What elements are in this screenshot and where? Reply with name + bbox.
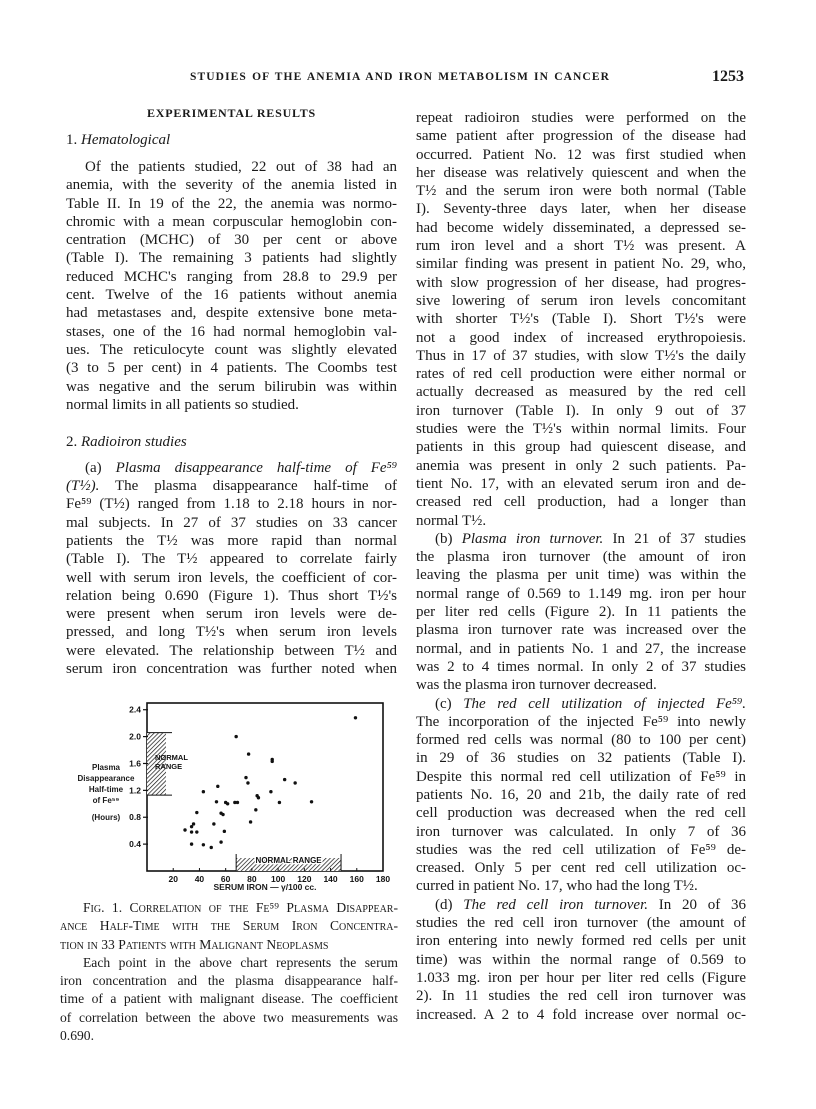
caption-body-line: of correlation between the above two measurements was bbox=[60, 1009, 398, 1025]
x-axis-label: SERUM IRON — γ/100 cc. bbox=[213, 882, 317, 892]
text-line: with slow progression of her disease, had progres- bbox=[416, 274, 746, 291]
data-point bbox=[236, 801, 239, 804]
text-line: cent. Twelve of the 16 patients without anemia bbox=[66, 287, 397, 304]
x-tick-label: 20 bbox=[168, 874, 178, 884]
text-line: anemia was present in only 2 such patients. Pa- bbox=[416, 457, 746, 474]
data-point bbox=[226, 802, 229, 805]
data-point bbox=[246, 781, 249, 784]
data-point bbox=[210, 846, 213, 849]
italic-text: The red cell iron turnover. bbox=[463, 896, 649, 913]
text-line: chromic with a mean corpuscular hemoglobin con- bbox=[66, 213, 397, 230]
x-tick-label: 100 bbox=[271, 874, 286, 884]
x-tick-label: 60 bbox=[220, 874, 231, 884]
text-line: studies were the T½'s within normal limits. Four bbox=[416, 421, 746, 438]
text-line: the plasma iron turnover (the amount of iron bbox=[416, 549, 746, 566]
x-tick-label: 160 bbox=[349, 874, 364, 884]
y-axis-label-line: Plasma bbox=[91, 763, 121, 772]
data-point bbox=[221, 813, 224, 816]
italic-text: Radioiron studies bbox=[81, 433, 187, 450]
text-line: studies was the red cell utilization of Fe⁵⁹ de- bbox=[416, 841, 746, 858]
x-tick-label: 120 bbox=[297, 874, 312, 884]
data-point bbox=[190, 830, 193, 833]
text-span: In 21 of 37 studies bbox=[603, 530, 746, 547]
text-line: occurred. Patient No. 12 was first studied when bbox=[416, 146, 746, 163]
text-line: (Table I). The remaining 3 patients had slightly bbox=[66, 250, 397, 267]
text-span: (b) bbox=[435, 530, 462, 547]
text-line: patients the T½ was more rapid than normal bbox=[66, 532, 397, 549]
text-line: increased. A 2 to 4 fold increase over normal oc- bbox=[416, 1006, 746, 1023]
text-line: ues. The reticulocyte count was slightly elevated bbox=[66, 341, 397, 358]
text-line: normal range of 0.569 to 1.149 mg. iron per hour bbox=[416, 585, 746, 602]
text-span: (c) bbox=[435, 695, 464, 712]
text-line: Thus in 17 of 37 studies, with slow T½'s the daily bbox=[416, 347, 746, 364]
text-line: actually decreased as measured by the red cell bbox=[416, 384, 746, 401]
section-title: EXPERIMENTAL RESULTS bbox=[146, 106, 317, 120]
text-line: leaving the plasma per unit time) was within the bbox=[416, 567, 746, 584]
data-point bbox=[278, 801, 281, 804]
text-line: was negative and the serum bilirubin was within bbox=[66, 378, 397, 395]
text-line: sive lowering of serum iron levels concomitant bbox=[416, 292, 746, 309]
data-point bbox=[202, 790, 205, 793]
text-span: 1. bbox=[66, 131, 81, 148]
data-point bbox=[195, 830, 198, 833]
x-tick-label: 40 bbox=[194, 874, 205, 884]
caption-title-line: Fig. 1. Correlation of the Fe⁵⁹ Plasma Disappear- bbox=[83, 900, 398, 915]
page-number: 1253 bbox=[712, 68, 744, 85]
data-point bbox=[247, 752, 250, 755]
y-tick-label: 1.2 bbox=[129, 785, 141, 796]
text-line: rum iron level and a short T½ was present. A bbox=[416, 238, 746, 255]
text-span: The plasma disappearance half-time of bbox=[99, 478, 397, 495]
text-line: not a good index of increased erythropoiesis. bbox=[416, 329, 746, 346]
italic-text: Plasma iron turnover. bbox=[461, 530, 604, 547]
text-line: centration (MCHC) of 30 per cent or above bbox=[66, 232, 397, 249]
data-point bbox=[202, 843, 205, 846]
caption-body-line: time of a patient with malignant disease. The coefficient bbox=[60, 991, 398, 1007]
text-line: Table II. In 19 of the 22, the anemia was normo- bbox=[66, 195, 397, 212]
data-point bbox=[212, 822, 215, 825]
data-point bbox=[310, 800, 313, 803]
figure-caption bbox=[60, 899, 398, 1045]
text-line: was the plasma iron turnover decreased. bbox=[416, 677, 657, 694]
text-line: iron turnover was calculated. In only 7 of 36 bbox=[416, 823, 746, 840]
text-line: 2). In 11 studies the red cell iron turnover was bbox=[416, 988, 746, 1005]
text-line: Despite this normal red cell utilization of Fe⁵⁹ in bbox=[416, 768, 746, 785]
data-point bbox=[195, 811, 198, 814]
text-span: In 20 of 36 bbox=[648, 896, 746, 913]
text-line: pressed, and long T½'s when serum iron levels bbox=[66, 624, 397, 641]
text-line: per liter red cells (Figure 2). In 11 patients the bbox=[416, 604, 746, 621]
text-line: (Table I). The T½ appeared to correlate fairly bbox=[66, 551, 397, 568]
data-point bbox=[257, 796, 260, 799]
text-line: anemia, with the severity of the anemia listed in bbox=[66, 177, 397, 194]
text-line: were present when serum iron levels were de- bbox=[66, 606, 397, 623]
y-axis-label-line: Half-time bbox=[88, 785, 124, 794]
y-axis-label-line: of Fe⁵⁹ bbox=[92, 796, 120, 805]
text-line: stases, one of the 16 had normal hemoglobin val- bbox=[66, 323, 397, 340]
text-line: relation being 0.690 (Figure 1). Thus short T½'s bbox=[66, 587, 397, 604]
text-span: (d) bbox=[435, 896, 464, 913]
x-tick-label: 80 bbox=[247, 874, 257, 884]
text-line: same patient after progression of the disease had bbox=[416, 128, 746, 145]
normal-range-y-label: NORMAL bbox=[155, 752, 188, 762]
y-tick-label: 0.4 bbox=[129, 839, 141, 850]
text-line: time) was within the normal range of 0.569 to bbox=[416, 951, 746, 968]
data-point bbox=[244, 776, 247, 779]
data-point bbox=[190, 825, 193, 828]
text-line: iron entering into newly formed red cells per unit bbox=[416, 933, 746, 950]
text-line: formed red cells was normal (80 to 100 per cent) bbox=[416, 732, 746, 749]
x-tick-label: 180 bbox=[375, 874, 391, 884]
data-point bbox=[234, 735, 237, 738]
text-line: normal, and in patients No. 1 and 27, the increase bbox=[416, 640, 746, 657]
italic-text: Plasma disappearance half-time of Fe⁵⁹ bbox=[115, 459, 397, 476]
data-point bbox=[271, 760, 274, 763]
text-line: cell production was decreased when the red cell bbox=[416, 805, 746, 822]
text-line: creased. Only 5 per cent red cell utilization oc- bbox=[416, 860, 746, 877]
text-line: Fe⁵⁹ (T½) ranged from 1.18 to 2.18 hours in nor- bbox=[66, 496, 397, 513]
caption-title-line: tion in 33 Patients with Malignant Neoplasms bbox=[60, 936, 329, 952]
text-line: repeat radioiron studies were performed on the bbox=[416, 110, 746, 126]
normal-range-y-label: RANGE bbox=[155, 761, 183, 771]
text-line: mal subjects. In 27 of 37 studies on 33 cancer bbox=[66, 514, 397, 531]
text-line: I). Seventy-three days later, when her disease bbox=[416, 201, 746, 218]
text-line: with shorter T½'s (Table I). Short T½'s were bbox=[416, 311, 746, 328]
text-line: her disease was relatively quiescent and when the bbox=[416, 164, 746, 181]
text-line: well with serum iron levels, the coefficient of cor- bbox=[66, 569, 397, 586]
text-span: (a) bbox=[85, 459, 116, 476]
text-line: similar finding was present in patient No. 29, who, bbox=[416, 256, 746, 273]
y-axis-label-line: (Hours) bbox=[91, 813, 121, 822]
data-point bbox=[249, 820, 252, 823]
y-axis-label-line: Disappearance bbox=[77, 774, 135, 783]
x-tick-label: 140 bbox=[323, 874, 338, 884]
text-line: T½ and the serum iron were both normal (Table bbox=[416, 183, 746, 200]
normal-range-x-label: NORMAL RANGE bbox=[255, 856, 322, 865]
italic-text: (T½). bbox=[66, 478, 100, 495]
text-line: were elevated. The relationship between T½ and bbox=[66, 642, 397, 659]
text-line: normal limits in all patients so studied. bbox=[66, 396, 299, 413]
caption-body-line: iron concentration and the plasma disappearance half- bbox=[60, 973, 398, 989]
text-line: in 29 of 36 studies on 32 patients (Table I). bbox=[416, 750, 746, 767]
data-point bbox=[223, 830, 226, 833]
data-point bbox=[183, 828, 186, 831]
caption-body-line: 0.690. bbox=[60, 1028, 94, 1044]
text-line: 1.033 mg. iron per hour per liter red cells (Figure bbox=[416, 969, 746, 986]
y-tick-label: 1.6 bbox=[129, 758, 141, 769]
text-line: tient No. 17, with an elevated serum iron and de- bbox=[416, 475, 746, 492]
italic-text: Hematological bbox=[81, 131, 171, 148]
text-line: The incorporation of the injected Fe⁵⁹ into newly bbox=[416, 713, 746, 730]
text-line: normal T½. bbox=[416, 512, 487, 529]
data-point bbox=[254, 808, 257, 811]
text-line: patients No. 16, 20 and 21b, the daily rate of red bbox=[416, 786, 746, 803]
text-line: was 2 to 4 times normal. In only 2 of 37 studies bbox=[416, 658, 746, 675]
text-line: patients in this group had quiescent disease, and bbox=[416, 439, 746, 456]
italic-text: The red cell utilization of injected Fe⁵⁹. bbox=[463, 695, 746, 712]
text-line: had become widely disseminated, a depressed se- bbox=[416, 219, 746, 236]
text-line: creased red cell production, had a longer than bbox=[416, 494, 746, 511]
text-span: 2. bbox=[66, 433, 81, 450]
data-point bbox=[293, 781, 296, 784]
text-line: Of the patients studied, 22 out of 38 had an bbox=[85, 158, 397, 175]
text-line: serum iron concentration was further noted when bbox=[66, 661, 397, 678]
running-title: STUDIES OF THE ANEMIA AND IRON METABOLISM IN CANCER bbox=[190, 71, 610, 83]
y-tick-label: 2.0 bbox=[129, 731, 141, 742]
y-tick-label: 2.4 bbox=[129, 704, 141, 715]
caption-title-line: ance Half-Time with the Serum Iron Concentra- bbox=[60, 918, 398, 934]
text-line: iron turnover (Table I). In only 9 out of 37 bbox=[416, 402, 746, 419]
data-point bbox=[354, 716, 357, 719]
data-point bbox=[283, 778, 286, 781]
text-line: rates of red cell production were either normal or bbox=[416, 366, 746, 383]
data-point bbox=[219, 840, 222, 843]
data-point bbox=[269, 790, 272, 793]
data-point bbox=[190, 842, 193, 845]
text-line: had metastases and, despite extensive bone meta- bbox=[66, 305, 397, 322]
text-line: reduced MCHC's ranging from 28.8 to 29.9 per bbox=[66, 268, 397, 285]
plot-frame bbox=[147, 703, 383, 871]
y-tick-label: 0.8 bbox=[129, 812, 141, 823]
text-line: curred in patient No. 17, who had the long T½. bbox=[416, 878, 698, 895]
text-line: (3 to 5 per cent) in 4 patients. The Coombs test bbox=[66, 360, 397, 377]
caption-body-line: Each point in the above chart represents the serum bbox=[83, 954, 398, 970]
text-line: plasma iron turnover rate was increased over the bbox=[416, 622, 746, 639]
data-point bbox=[215, 800, 218, 803]
text-line: studies the red cell iron turnover (the amount of bbox=[416, 915, 746, 932]
data-point bbox=[216, 785, 219, 788]
